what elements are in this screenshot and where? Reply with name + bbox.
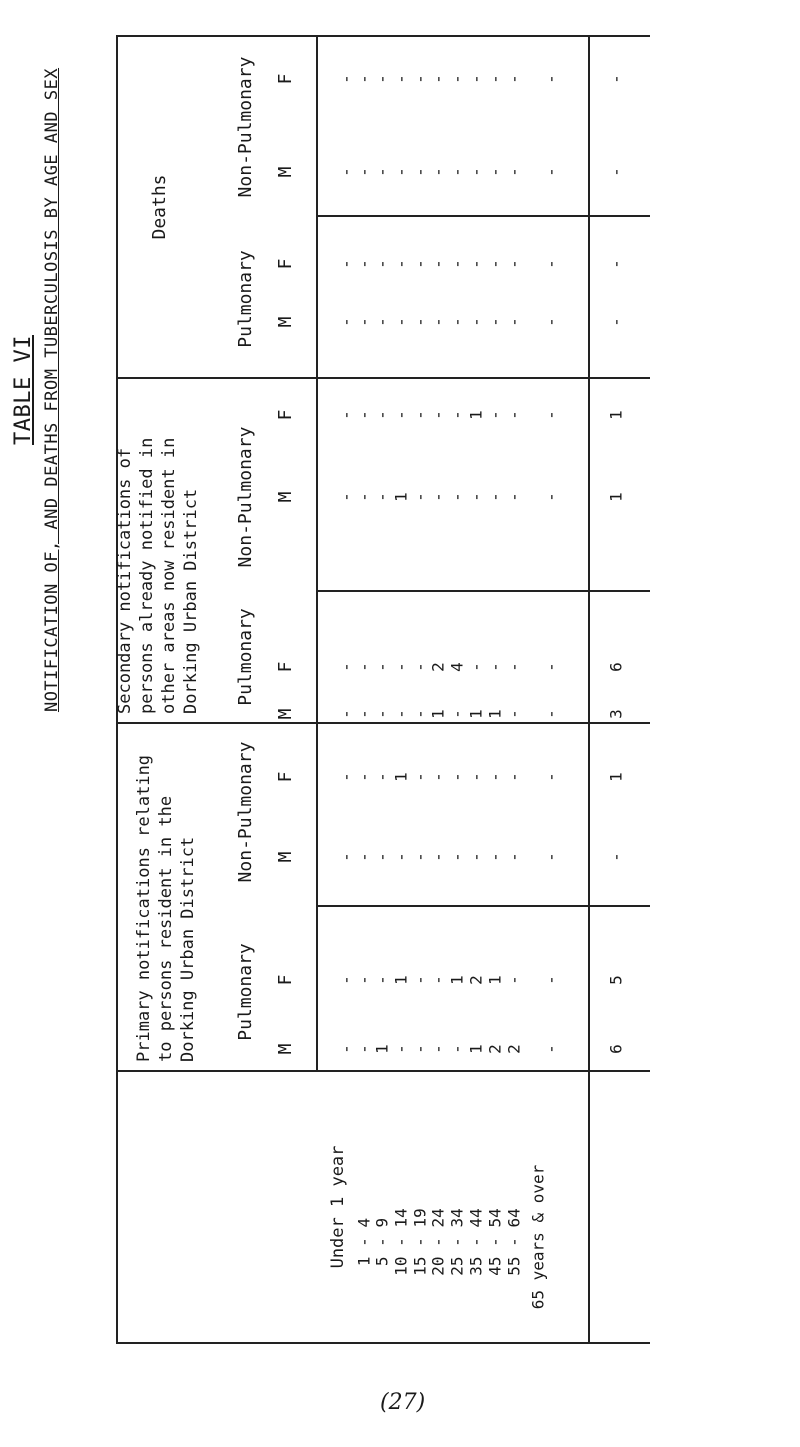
table-cell: - [354, 317, 374, 327]
table-cell: - [504, 410, 524, 420]
sex-label-m: M [275, 491, 296, 503]
divider [316, 590, 650, 592]
table-cell: - [391, 1044, 411, 1054]
age-group-label: 5 - 9 [372, 1217, 392, 1267]
primary-heading: Primary notifications relating to persons resident in the Dorking Urban District [134, 754, 198, 1062]
table-cell: - [485, 410, 505, 420]
table-cell: - [541, 167, 561, 177]
non-pulmonary-label: Non-Pulmonary [235, 741, 256, 883]
divider [118, 1070, 650, 1072]
table-cell: - [466, 662, 486, 672]
table-cell: - [336, 772, 356, 782]
table-cell: - [504, 709, 524, 719]
table-cell: - [428, 1044, 448, 1054]
total-cell: - [606, 259, 626, 269]
table-cell: - [541, 410, 561, 420]
table-cell: 2 [485, 1044, 505, 1054]
age-header: Under 1 year [328, 1145, 348, 1269]
table-cell: - [336, 662, 356, 672]
sex-label-f: F [275, 771, 296, 783]
divider [316, 905, 650, 907]
table-cell: - [485, 259, 505, 269]
table-cell: - [336, 410, 356, 420]
non-pulmonary-label: Non-Pulmonary [235, 426, 256, 568]
table-cell: 1 [466, 1044, 486, 1054]
table-cell: - [428, 74, 448, 84]
table-cell: - [447, 410, 467, 420]
table-cell: - [541, 772, 561, 782]
table-cell: - [541, 1044, 561, 1054]
table-cell: - [485, 74, 505, 84]
age-group-label: 65 years & over [528, 1164, 548, 1310]
age-group-label: 20 - 24 [428, 1208, 448, 1276]
table-cell: - [447, 317, 467, 327]
table-cell: - [391, 662, 411, 672]
total-cell: 3 [606, 709, 626, 719]
table-cell: - [410, 167, 430, 177]
sex-label-f: F [275, 73, 296, 85]
divider [316, 37, 318, 1070]
total-cell: 6 [606, 1044, 626, 1054]
total-cell: - [606, 852, 626, 862]
table-cell: - [372, 852, 392, 862]
table-cell: 1 [447, 975, 467, 985]
table-cell: - [410, 975, 430, 985]
table-number: TABLE VI [11, 335, 36, 445]
table-cell: 1 [485, 709, 505, 719]
table-cell: - [410, 259, 430, 269]
table-cell: - [447, 492, 467, 502]
age-group-label: 15 - 19 [410, 1208, 430, 1276]
table-cell: - [336, 709, 356, 719]
table-cell: - [466, 317, 486, 327]
table-cell: - [541, 492, 561, 502]
table-cell: 1 [391, 492, 411, 502]
table-cell: - [428, 772, 448, 782]
table-cell: - [372, 259, 392, 269]
table-cell: - [485, 852, 505, 862]
table-cell: - [428, 492, 448, 502]
table-cell: - [466, 492, 486, 502]
table-cell: - [410, 852, 430, 862]
divider [316, 215, 650, 217]
table-cell: - [336, 317, 356, 327]
table-cell: - [541, 74, 561, 84]
sex-label-m: M [275, 851, 296, 863]
table-cell: 1 [466, 709, 486, 719]
table-cell: - [541, 317, 561, 327]
table-cell: 1 [391, 772, 411, 782]
non-pulmonary-label: Non-Pulmonary [235, 56, 256, 198]
table-cell: - [485, 492, 505, 502]
deaths-heading: Deaths [149, 174, 170, 240]
age-group-label: 10 - 14 [391, 1208, 411, 1276]
pulmonary-label: Pulmonary [235, 250, 256, 348]
table-cell: - [485, 317, 505, 327]
table-cell: - [447, 772, 467, 782]
table-cell: - [504, 852, 524, 862]
table-cell: - [447, 709, 467, 719]
table-cell: - [372, 492, 392, 502]
divider [118, 722, 650, 724]
table-cell: - [391, 259, 411, 269]
table-cell: - [336, 852, 356, 862]
table-cell: - [504, 167, 524, 177]
table-cell: - [410, 317, 430, 327]
table-cell: - [541, 975, 561, 985]
table-cell: 1 [391, 975, 411, 985]
table-cell: - [466, 259, 486, 269]
table-cell: - [504, 74, 524, 84]
sex-label-f: F [275, 258, 296, 270]
table-cell: - [541, 259, 561, 269]
table-cell: - [410, 492, 430, 502]
table-cell: - [372, 709, 392, 719]
total-cell: 5 [606, 975, 626, 985]
total-cell: - [606, 74, 626, 84]
table-cell: - [466, 167, 486, 177]
age-group-label: 35 - 44 [466, 1208, 486, 1276]
pulmonary-label: Pulmonary [235, 943, 256, 1041]
tuberculosis-table [116, 35, 650, 1344]
table-cell: - [485, 772, 505, 782]
total-cell: - [606, 167, 626, 177]
table-cell: - [485, 167, 505, 177]
total-cell: 1 [606, 410, 626, 420]
table-cell: - [391, 410, 411, 420]
sex-label-m: M [275, 1043, 296, 1055]
table-cell: - [428, 259, 448, 269]
pulmonary-label: Pulmonary [235, 608, 256, 706]
table-cell: - [447, 259, 467, 269]
table-title [10, 40, 70, 740]
table-cell: 1 [372, 1044, 392, 1054]
table-cell: - [447, 1044, 467, 1054]
table-cell: - [428, 317, 448, 327]
table-cell: 2 [428, 662, 448, 672]
table-cell: - [504, 259, 524, 269]
secondary-heading: Secondary notifications of persons already notified in other areas now resident in Dorking Urban District [115, 437, 201, 714]
table-cell: - [410, 74, 430, 84]
table-cell: - [336, 1044, 356, 1054]
table-cell: - [391, 317, 411, 327]
table-cell: - [354, 709, 374, 719]
total-cell: 1 [606, 492, 626, 502]
table-cell: - [466, 852, 486, 862]
table-cell: - [336, 167, 356, 177]
table-cell: - [428, 167, 448, 177]
table-cell: - [410, 410, 430, 420]
table-cell: - [391, 167, 411, 177]
table-cell: - [336, 975, 356, 985]
table-cell: - [372, 167, 392, 177]
table-cell: - [466, 772, 486, 782]
table-cell: - [372, 410, 392, 420]
table-cell: - [410, 662, 430, 672]
table-cell: - [354, 772, 374, 782]
sex-label-m: M [275, 316, 296, 328]
divider [118, 377, 650, 379]
sex-label-m: M [275, 708, 296, 720]
table-cell: - [354, 492, 374, 502]
sex-label-m: M [275, 166, 296, 178]
table-cell: - [372, 317, 392, 327]
table-cell: - [354, 1044, 374, 1054]
age-group-label: 45 - 54 [485, 1208, 505, 1276]
table-cell: - [504, 662, 524, 672]
table-cell: 1 [428, 709, 448, 719]
sex-label-f: F [275, 974, 296, 986]
table-cell: - [354, 410, 374, 420]
table-cell: - [354, 74, 374, 84]
table-cell: - [428, 410, 448, 420]
table-cell: - [336, 74, 356, 84]
table-cell: - [504, 317, 524, 327]
table-cell: - [504, 772, 524, 782]
table-cell: - [466, 74, 486, 84]
table-cell: - [485, 662, 505, 672]
age-group-label: 1 - 4 [354, 1217, 374, 1267]
table-cell: - [354, 852, 374, 862]
table-cell: - [354, 662, 374, 672]
table-cell: - [447, 74, 467, 84]
table-cell: 4 [447, 662, 467, 672]
table-cell: - [372, 975, 392, 985]
page-number: (27) [380, 1390, 426, 1415]
sex-label-f: F [275, 661, 296, 673]
table-cell: - [336, 259, 356, 269]
table-cell: - [447, 852, 467, 862]
table-cell: - [391, 852, 411, 862]
table-cell: - [541, 852, 561, 862]
table-cell: - [504, 492, 524, 502]
table-cell: - [410, 772, 430, 782]
age-group-label: 25 - 34 [447, 1208, 467, 1276]
table-cell: - [428, 975, 448, 985]
table-cell: 1 [466, 410, 486, 420]
table-cell: - [410, 1044, 430, 1054]
sex-label-f: F [275, 409, 296, 421]
table-cell: - [354, 259, 374, 269]
divider [588, 37, 590, 1342]
table-cell: 2 [466, 975, 486, 985]
table-cell: - [354, 975, 374, 985]
table-cell: - [336, 492, 356, 502]
table-subtitle: NOTIFICATION OF, AND DEATHS FROM TUBERCULOSIS BY AGE AND SEX [42, 67, 62, 713]
table-cell: 1 [485, 975, 505, 985]
table-cell: - [447, 167, 467, 177]
total-cell: 1 [606, 772, 626, 782]
table-cell: - [372, 74, 392, 84]
table-cell: - [391, 74, 411, 84]
table-cell: - [391, 709, 411, 719]
table-cell: - [372, 662, 392, 672]
age-group-label: 55 - 64 [504, 1208, 524, 1276]
table-cell: - [372, 772, 392, 782]
table-cell: - [410, 709, 430, 719]
total-cell: - [606, 317, 626, 327]
table-cell: - [428, 852, 448, 862]
table-cell: - [504, 975, 524, 985]
total-cell: 6 [606, 662, 626, 672]
table-cell: - [354, 167, 374, 177]
table-cell: 2 [504, 1044, 524, 1054]
table-cell: - [541, 709, 561, 719]
table-cell: - [541, 662, 561, 672]
